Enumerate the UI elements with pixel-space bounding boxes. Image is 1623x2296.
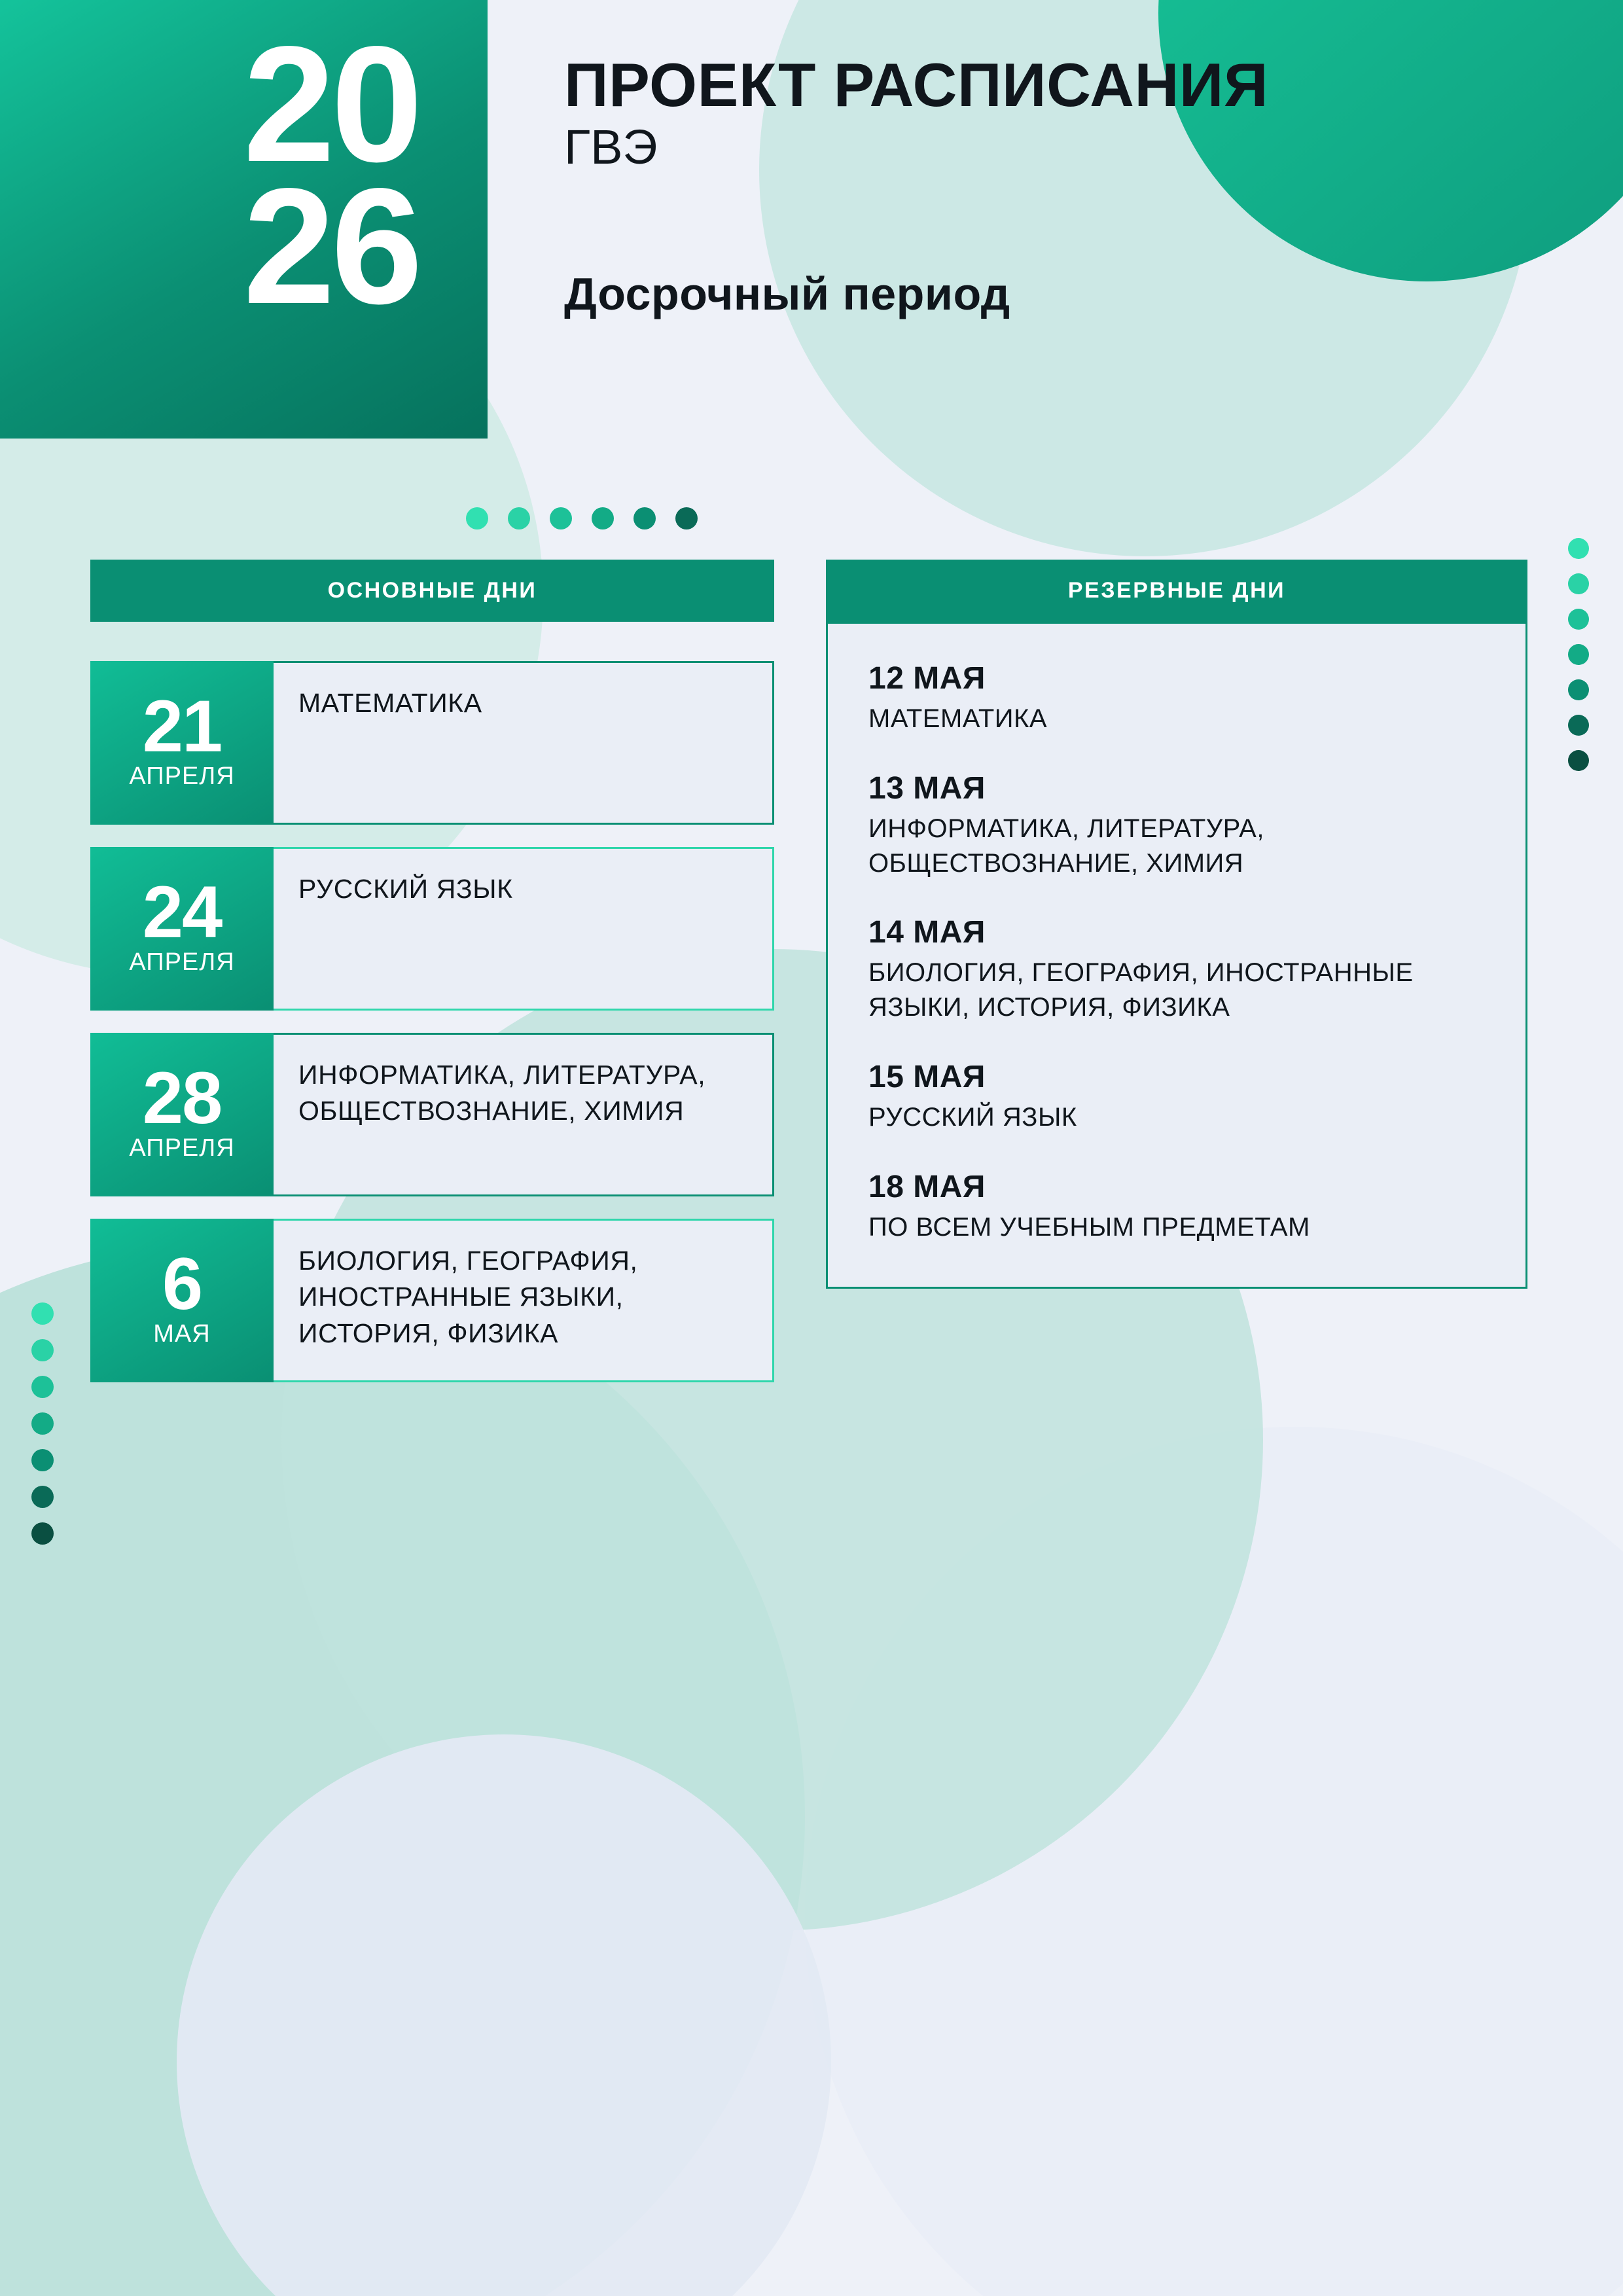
dot bbox=[1568, 609, 1589, 630]
reserve-days-heading: РЕЗЕРВНЫЕ ДНИ bbox=[826, 560, 1527, 622]
dot bbox=[31, 1376, 54, 1398]
dot bbox=[592, 507, 614, 529]
day-badge bbox=[90, 661, 274, 825]
dot bbox=[1568, 679, 1589, 700]
day-month: АПРЕЛЯ bbox=[129, 948, 235, 977]
day-subjects: ИНФОРМАТИКА, ЛИТЕРАТУРА, ОБЩЕСТВОЗНАНИЕ, ХИМИЯ bbox=[274, 1033, 774, 1196]
day-subjects: РУССКИЙ ЯЗЫК bbox=[274, 847, 774, 1011]
reserve-item bbox=[868, 660, 1490, 736]
period-label: Досрочный период bbox=[564, 268, 1010, 319]
dot bbox=[508, 507, 530, 529]
dot bbox=[31, 1412, 54, 1435]
year-bottom: 26 bbox=[243, 154, 419, 338]
reserve-subjects: ИНФОРМАТИКА, ЛИТЕРАТУРА, ОБЩЕСТВОЗНАНИЕ, ХИМИЯ bbox=[868, 814, 1264, 878]
reserve-date: 14 МАЯ bbox=[868, 915, 986, 950]
main-day-row bbox=[90, 1033, 774, 1196]
dot bbox=[1568, 715, 1589, 736]
reserve-item bbox=[868, 770, 1490, 881]
day-subjects: МАТЕМАТИКА bbox=[274, 661, 774, 825]
reserve-subjects: ПО ВСЕМ УЧЕБНЫМ ПРЕДМЕТАМ bbox=[868, 1212, 1310, 1242]
dot bbox=[675, 507, 698, 529]
day-badge bbox=[90, 847, 274, 1011]
dot bbox=[31, 1449, 54, 1471]
reserve-days-column bbox=[826, 560, 1527, 1289]
main-day-row bbox=[90, 1219, 774, 1382]
dot bbox=[1568, 573, 1589, 594]
dot-row-top bbox=[466, 507, 698, 529]
page-title: ПРОЕКТ РАСПИСАНИЯ bbox=[564, 50, 1269, 119]
dot-column-left bbox=[31, 1302, 54, 1545]
day-number: 28 bbox=[142, 1056, 222, 1139]
reserve-date: 15 МАЯ bbox=[868, 1059, 986, 1094]
year-top: 20 bbox=[243, 12, 419, 196]
reserve-subjects: МАТЕМАТИКА bbox=[868, 704, 1048, 733]
day-number: 6 bbox=[162, 1242, 202, 1325]
day-month: МАЯ bbox=[153, 1320, 211, 1348]
reserve-subjects: БИОЛОГИЯ, ГЕОГРАФИЯ, ИНОСТРАННЫЕ ЯЗЫКИ, ИСТОРИЯ, ФИЗИКА bbox=[868, 958, 1414, 1022]
dot bbox=[633, 507, 656, 529]
dot bbox=[1568, 750, 1589, 771]
dot-column-right bbox=[1568, 538, 1589, 771]
year-badge bbox=[0, 0, 488, 439]
page-subtitle: ГВЭ bbox=[564, 119, 658, 174]
day-number: 24 bbox=[142, 870, 222, 953]
dot bbox=[466, 507, 488, 529]
reserve-item bbox=[868, 914, 1490, 1025]
main-day-row bbox=[90, 847, 774, 1011]
dot bbox=[550, 507, 572, 529]
reserve-date: 12 МАЯ bbox=[868, 661, 986, 696]
dot bbox=[31, 1339, 54, 1361]
reserve-item bbox=[868, 1059, 1490, 1135]
day-month: АПРЕЛЯ bbox=[129, 1134, 235, 1162]
main-day-row bbox=[90, 661, 774, 825]
dot bbox=[1568, 538, 1589, 559]
dot bbox=[31, 1486, 54, 1508]
day-badge bbox=[90, 1033, 274, 1196]
dot bbox=[31, 1302, 54, 1325]
year-digits bbox=[0, 0, 488, 439]
reserve-date: 13 МАЯ bbox=[868, 770, 986, 806]
reserve-item bbox=[868, 1169, 1490, 1245]
header-text-block bbox=[564, 50, 1269, 320]
day-number: 21 bbox=[142, 685, 222, 767]
day-badge bbox=[90, 1219, 274, 1382]
reserve-date: 18 МАЯ bbox=[868, 1169, 986, 1204]
day-month: АПРЕЛЯ bbox=[129, 762, 235, 791]
reserve-subjects: РУССКИЙ ЯЗЫК bbox=[868, 1102, 1077, 1132]
main-days-heading: ОСНОВНЫЕ ДНИ bbox=[90, 560, 774, 622]
dot bbox=[31, 1522, 54, 1545]
dot bbox=[1568, 644, 1589, 665]
day-subjects: БИОЛОГИЯ, ГЕОГРАФИЯ, ИНОСТРАННЫЕ ЯЗЫКИ, ИСТОРИЯ, ФИЗИКА bbox=[274, 1219, 774, 1382]
main-days-column bbox=[90, 560, 774, 1382]
reserve-days-box bbox=[826, 622, 1527, 1289]
